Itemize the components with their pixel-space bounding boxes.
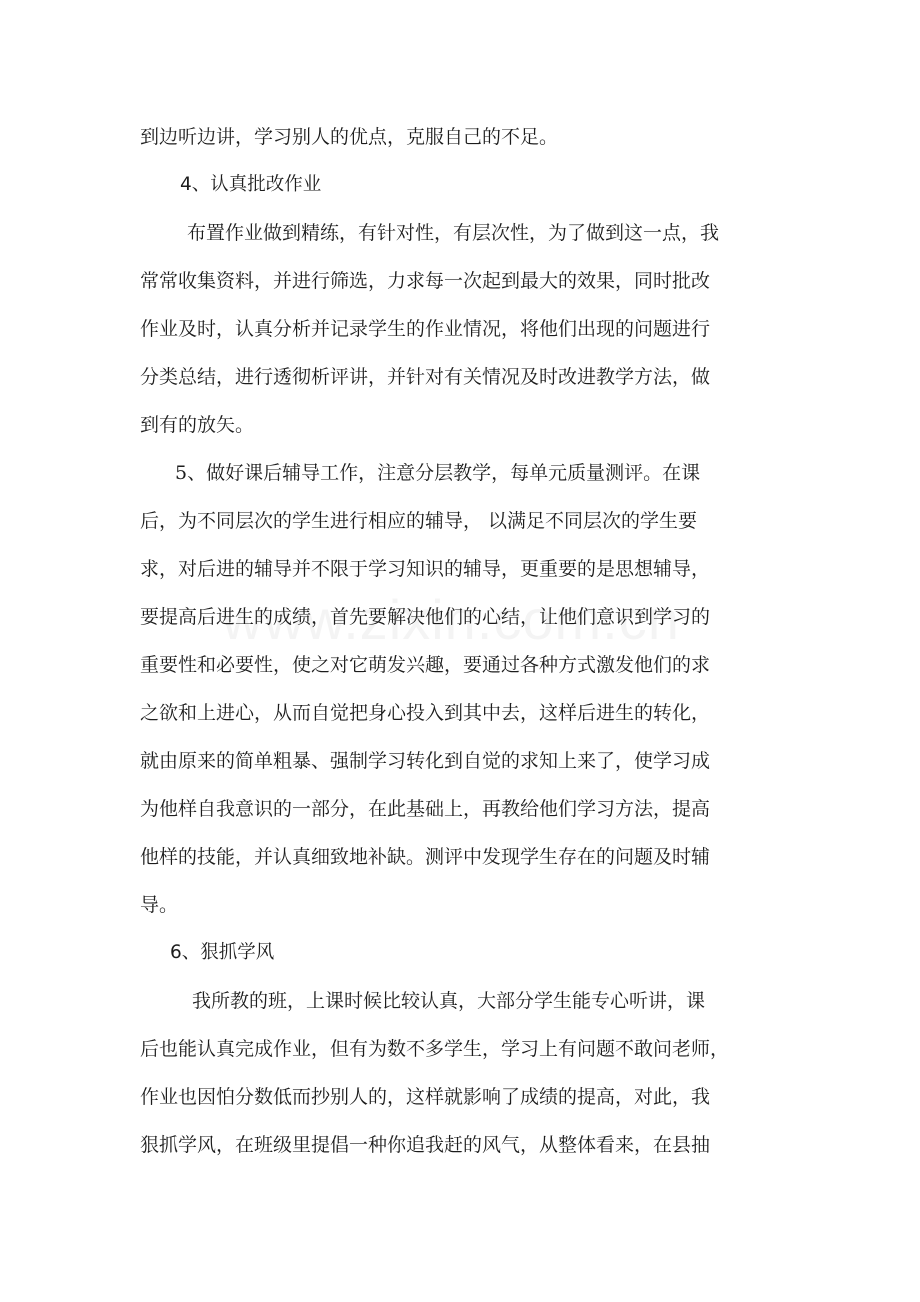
paragraph-line: 狠抓学风，在班级里提倡一种你追我赶的风气，从整体看来，在县抽: [140, 1134, 711, 1156]
section-heading-6: 6、狠抓学风: [170, 942, 275, 963]
paragraph-line: 为他样自我意识的一部分，在此基础上，再教给他们学习方法，提高: [140, 798, 711, 820]
paragraph-line: 就由原来的简单粗暴、强制学习转化到自觉的求知上来了，使学习成: [140, 750, 711, 772]
paragraph-line: 他样的技能，并认真细致地补缺。测评中发现学生存在的问题及时辅: [140, 846, 711, 868]
paragraph-line-item-5: 5、做好课后辅导工作，注意分层教学，每单元质量测评。在课: [175, 462, 701, 484]
paragraph-line: 到边听边讲，学习别人的优点，克服自己的不足。: [140, 126, 559, 148]
paragraph-line: 分类总结，进行透彻析评讲，并针对有关情况及时改进教学方法，做: [140, 366, 711, 388]
paragraph-line: 作业也因怕分数低而抄别人的，这样就影响了成绩的提高，对此，我: [140, 1086, 711, 1108]
paragraph-line: 要提高后进生的成绩，首先要解决他们的心结，让他们意识到学习的: [140, 606, 711, 628]
paragraph-line: 常常收集资料，并进行筛选，力求每一次起到最大的效果，同时批改: [140, 270, 711, 292]
paragraph-line: 之欲和上进心，从而自觉把身心投入到其中去，这样后进生的转化，: [140, 702, 711, 724]
paragraph-line: 重要性和必要性，使之对它萌发兴趣，要通过各种方式激发他们的求: [140, 654, 711, 676]
paragraph-line: 后，为不同层次的学生进行相应的辅导， 以满足不同层次的学生要: [140, 510, 698, 532]
paragraph-line: 后也能认真完成作业，但有为数不多学生，学习上有问题不敢问老师，: [140, 1038, 730, 1060]
section-heading-4: 4、认真批改作业: [180, 174, 322, 195]
paragraph-line: 求，对后进的辅导并不限于学习知识的辅导，更重要的是思想辅导，: [140, 558, 711, 580]
paragraph-line: 我所教的班，上课时候比较认真，大部分学生能专心听讲，课: [192, 990, 706, 1012]
paragraph-line: 作业及时，认真分析并记录学生的作业情况，将他们出现的问题进行: [140, 318, 711, 340]
paragraph-line: 布置作业做到精练，有针对性，有层次性，为了做到这一点，我: [187, 222, 720, 244]
paragraph-line: 导。: [140, 894, 179, 916]
paragraph-line: 到有的放矢。: [140, 414, 255, 436]
